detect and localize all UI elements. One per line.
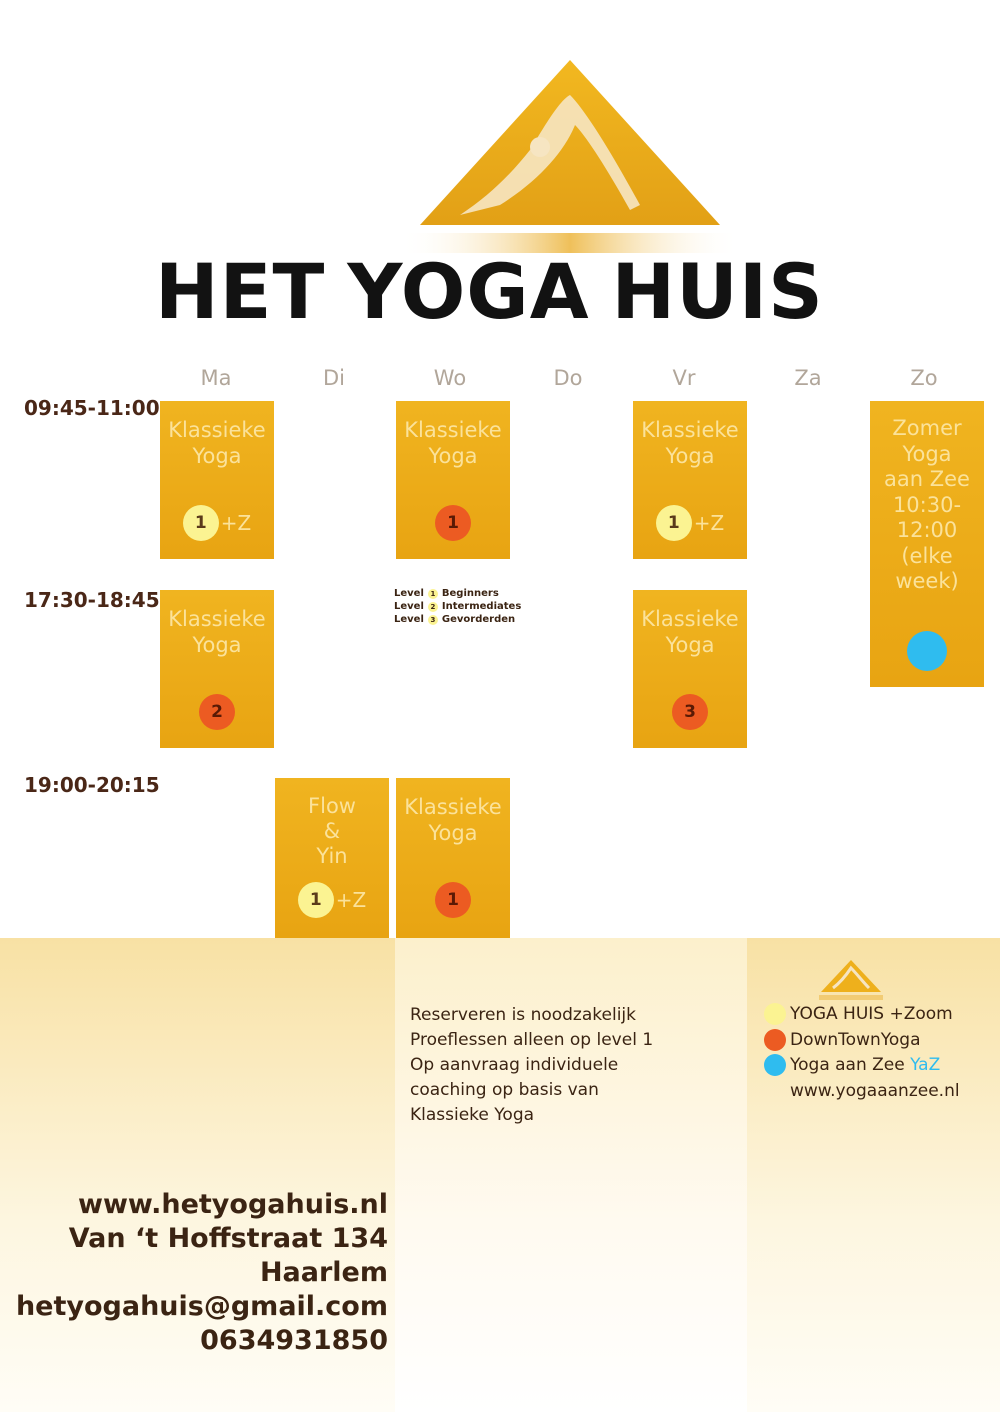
day-za: Za [794,366,822,390]
class-name: Zomer Yoga aan Zee 10:30- 12:00 (elke week) [884,416,970,593]
note-line: Proeflessen alleen op level 1 [410,1030,654,1050]
level-badge: 1 [656,505,692,541]
day-vr: Vr [672,366,696,390]
class-zo-morning[interactable] [870,401,984,687]
note-line: coaching op basis van [410,1080,599,1100]
zoom-tag: +Z [693,511,725,535]
day-do: Do [553,366,583,390]
class-wo-late[interactable] [396,778,510,938]
time-slot-evening-1: 17:30-18:45 [24,588,160,612]
class-name: Klassieke Yoga [404,418,502,468]
yaz-tag: YaZ [910,1055,941,1075]
level-legend-3: Level 3 Gevorderden [394,614,516,625]
yaz-badge [907,631,947,671]
class-name: Klassieke Yoga [404,795,502,845]
zoom-tag: +Z [335,888,367,912]
day-wo: Wo [433,366,467,390]
contact-phone[interactable]: 0634931850 [200,1325,388,1356]
brand-huis: HUIS [611,247,824,336]
level-legend-2: Level 2 Intermediates [394,601,522,612]
day-di: Di [322,366,345,390]
legend-downtown: DownTownYoga [764,1028,920,1052]
level-legend-1: Level 1 Beginners [394,588,499,599]
time-slot-morning: 09:45-11:00 [24,396,160,420]
brand-yoga: YOGA [347,247,590,336]
note-line: Op aanvraag individuele [410,1055,619,1075]
contact-address: Van ‘t Hoffstraat 134 [68,1223,388,1254]
level-badge: 3 [672,694,708,730]
contact-email[interactable]: hetyogahuis@gmail.com [15,1291,388,1322]
class-di-late[interactable] [275,778,389,938]
level-badge: 1 [435,882,471,918]
class-vr-evening[interactable] [633,590,747,748]
legend-yoga-aan-zee: Yoga aan Zee YaZ [764,1053,940,1077]
class-ma-morning[interactable] [160,401,274,559]
class-wo-morning[interactable] [396,401,510,559]
legend-url[interactable]: www.yogaaanzee.nl [790,1081,960,1101]
cyan-dot-icon [764,1054,786,1076]
day-ma: Ma [200,366,232,390]
level-badge: 2 [199,694,235,730]
level-badge: 1 [435,505,471,541]
zoom-tag: +Z [220,511,252,535]
legend-yoga-huis: YOGA HUIS +Zoom [764,1002,953,1026]
small-logo-icon [815,958,887,1002]
level-badge: 1 [183,505,219,541]
yellow-dot-icon [764,1003,786,1025]
brand-wordmark [155,247,824,336]
class-name: Klassieke Yoga [641,607,739,657]
note-line: Reserveren is noodzakelijk [410,1005,636,1025]
orange-dot-icon [764,1029,786,1051]
level-badge: 1 [298,882,334,918]
class-name: Klassieke Yoga [641,418,739,468]
class-name: Klassieke Yoga [168,607,266,657]
class-ma-evening[interactable] [160,590,274,748]
class-name: Flow & Yin [308,794,356,868]
time-slot-evening-2: 19:00-20:15 [24,773,160,797]
yoga-huis-logo [380,55,760,255]
class-name: Klassieke Yoga [168,418,266,468]
class-vr-morning[interactable] [633,401,747,559]
contact-city: Haarlem [259,1257,388,1288]
note-line: Klassieke Yoga [410,1105,535,1125]
brand-het: HET [155,247,326,336]
day-zo: Zo [910,366,938,390]
contact-website[interactable]: www.hetyogahuis.nl [78,1189,388,1220]
